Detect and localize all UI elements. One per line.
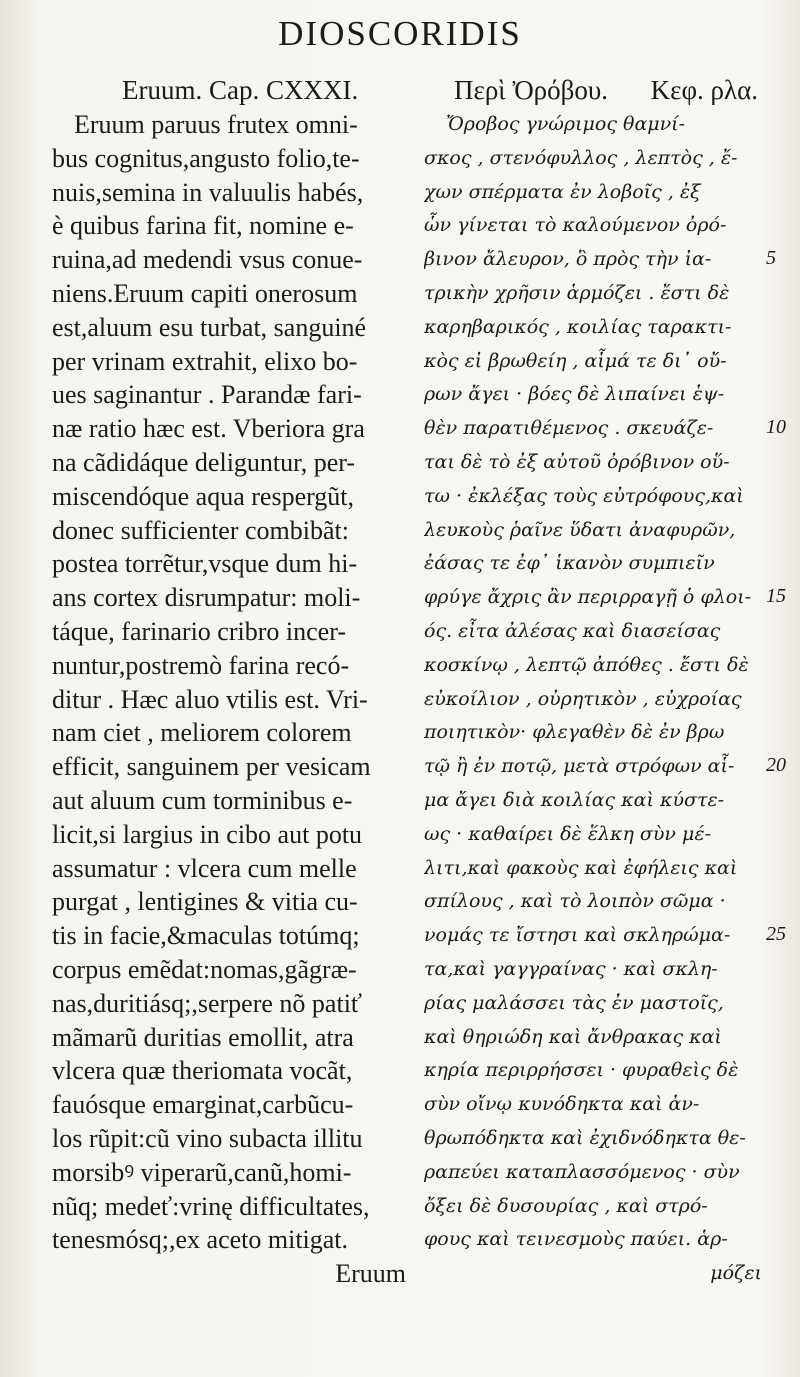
- latin-column: [52, 72, 408, 1291]
- greek-column: [424, 72, 764, 1291]
- greek-text-line: νομάς τε ἴστησι καὶ σκληρώμα-: [424, 924, 731, 947]
- latin-text-line: corpus emẽdat:nomas,gãgræ-: [52, 954, 357, 984]
- latin-text-line: postea torrẽtur,vsque dum hi-: [52, 549, 358, 579]
- greek-text-line: καὶ θηριώδη καὶ ἄνθρακας καὶ: [424, 1025, 722, 1048]
- latin-text-line: niens.Eruum capiti onerosum: [52, 278, 358, 308]
- latin-text-line: na cãdidáque deliguntur, per-: [52, 447, 356, 477]
- latin-text-line: ues saginantur . Parandæ fari-: [52, 380, 362, 410]
- latin-text-line: miscendóque aqua respergũt,: [52, 481, 355, 511]
- latin-text-line: nas,duritiásq;,serpere nõ patiť: [52, 988, 363, 1018]
- margin-line-number: 15: [766, 585, 786, 608]
- greek-text-line: λιτι,καὶ φακοὺς καὶ ἐφήλεις καὶ: [424, 856, 738, 879]
- latin-text-line: mãmarũ duritias emollit, atra: [52, 1022, 354, 1052]
- latin-text-line: nũq; medeť:vrinę difficultates,: [52, 1191, 370, 1221]
- greek-text-line: φρύγε ἄχρις ἂν περιρραγῇ ὁ φλοι-: [424, 586, 752, 609]
- latin-text-line: los rũpit:cũ vino subacta illitu: [52, 1123, 363, 1153]
- latin-text-line: ditur . Hæc aluo vtilis est. Vri-: [52, 684, 368, 714]
- greek-text-line: χων σπέρματα ἐν λοβοῖς , ἐξ: [424, 180, 701, 203]
- greek-text-line: λευκοὺς ῥαῖνε ὕδατι ἀναφυρῶν,: [424, 518, 736, 541]
- greek-text-line: σὺν οἴνῳ κυνόδηκτα καὶ ἀν-: [424, 1093, 700, 1116]
- latin-chapter-title: Eruum. Cap. CXXXI.: [122, 75, 359, 105]
- greek-text-line: καρηβαρικός , κοιλίας ταρακτι-: [424, 315, 732, 338]
- greek-chapter-number: Κεφ. ρλα.: [650, 75, 758, 105]
- latin-text-line: morsibꝰ viperarũ,canũ,homi-: [52, 1157, 352, 1187]
- greek-text-line: μα ἄγει διὰ κοιλίας καὶ κύστε-: [424, 788, 725, 811]
- greek-text-line: σπίλους , καὶ τὸ λοιπὸν σῶμα ·: [424, 890, 726, 913]
- greek-text-line: ται δὲ τὸ ἐξ αὐτοῦ ὀρόβινον οὕ-: [424, 450, 730, 473]
- greek-text-line: φους καὶ τεινεσμοὺς παύει. ἁρ-: [424, 1228, 728, 1251]
- greek-text-line: τα,καὶ γαγγραίνας · καὶ σκλη-: [424, 957, 718, 980]
- margin-line-number: 20: [766, 754, 786, 777]
- latin-text-line: per vrinam extrahit, elixo bo-: [52, 346, 358, 376]
- latin-text-line: vlcera quæ theriomata vocãt,: [52, 1056, 353, 1086]
- greek-text-line: κοσκίνῳ , λεπτῷ ἀπόθες . ἔστι δὲ: [424, 653, 749, 676]
- greek-text-line: εὐκοίλιον , οὐρητικὸν , εὐχροίας: [424, 687, 742, 710]
- greek-text-line: τρικὴν χρῆσιν ἁρμόζει . ἔστι δὲ: [424, 281, 730, 304]
- latin-text-line: assumatur : vlcera cum melle: [52, 853, 357, 883]
- greek-text-line: θρωπόδηκτα καὶ ἐχιδνόδηκτα θε-: [424, 1126, 746, 1149]
- greek-text-line: τῷ ἢ ἐν ποτῷ, μετὰ στρόφων αἷ-: [424, 755, 735, 778]
- latin-text-line: tis in facie,&maculas totúmq;: [52, 921, 360, 951]
- greek-text-line: ραπεύει καταπλασσόμενος · σὺν: [424, 1160, 740, 1183]
- greek-text-line: ός. εἶτα ἀλέσας καὶ διασείσας: [424, 619, 721, 642]
- greek-text-line: ως · καθαίρει δὲ ἕλκη σὺν μέ-: [424, 822, 711, 845]
- latin-text-line: ruina,ad medendi vsus conue-: [52, 245, 363, 275]
- greek-text-line: ρων ἄγει · βόες δὲ λιπαίνει ἑψ-: [424, 383, 725, 406]
- greek-text-line: ἐάσας τε ἐφ᾽ ἱκανὸν συμπιεῖν: [424, 552, 715, 575]
- latin-text-line: nuntur,postremò farina recó-: [52, 650, 350, 680]
- greek-chapter-heading: [424, 72, 764, 108]
- latin-text-line: est,aluum esu turbat, sanguiné: [52, 312, 367, 342]
- greek-chapter-title: Περὶ Ὀρόβου.: [454, 75, 609, 105]
- greek-text-line: θὲν παρατιθέμενος . σκευάζε-: [424, 417, 714, 440]
- latin-text-line: táque, farinario cribro incer-: [52, 616, 346, 646]
- latin-text-line: aut aluum cum torminibus e-: [52, 785, 353, 815]
- latin-text-line: næ ratio hæc est. Vberiora gra: [52, 414, 365, 444]
- greek-text-line: ὧν γίνεται τὸ καλούμενον ὀρό-: [424, 214, 727, 237]
- margin-line-number: 5: [766, 247, 776, 270]
- latin-text-line: purgat , lentigines & vitia cu-: [52, 887, 358, 917]
- margin-line-number: 25: [766, 923, 786, 946]
- greek-text-line: ὄξει δὲ δυσουρίας , καὶ στρό-: [424, 1194, 708, 1217]
- greek-text-line: Ὄροβος γνώριμος θαμνί-: [446, 113, 686, 135]
- greek-text-line: κὸς εἰ βρωθείη , αἷμά τε δι᾽ οὔ-: [424, 349, 727, 372]
- latin-text-line: efficit, sanguinem per vesicam: [52, 752, 371, 782]
- greek-text-line: ρίας μαλάσσει τὰς ἐν μαστοῖς,: [424, 991, 724, 1014]
- catchword: Eruum: [335, 1259, 406, 1289]
- latin-text-line: donec sufficienter combibãt:: [52, 515, 349, 545]
- greek-text-line: τω · ἐκλέξας τοὺς εὐτρόφους,καὶ: [424, 484, 744, 507]
- margin-line-number: 10: [766, 416, 786, 439]
- running-head: DIOSCORIDIS: [278, 14, 522, 53]
- latin-text-line: licit,si largius in cibo aut potu: [52, 819, 363, 849]
- latin-text-line: ans cortex disrumpatur: moli-: [52, 583, 361, 613]
- latin-text-line: fauósque emarginat,carbũcu-: [52, 1090, 354, 1120]
- greek-text-line: ποιητικὸν· φλεγαθὲν δὲ ἐν βρω: [424, 721, 725, 744]
- latin-text-line: nuis,semina in valuulis habés,: [52, 177, 364, 207]
- greek-text-line: κηρία περιρρήσσει · φυραθεὶς δὲ: [424, 1059, 739, 1082]
- latin-text-line: nam ciet , meliorem colorem: [52, 718, 352, 748]
- latin-text-line: Eruum paruus frutex omni-: [74, 110, 358, 139]
- greek-text-line: σκος , στενόφυλλος , λεπτὸς , ἔ-: [424, 146, 738, 169]
- greek-text-line: μόζει: [710, 1262, 762, 1285]
- latin-text-line: bus cognitus,angusto folio,te-: [52, 143, 360, 173]
- latin-text-line: è quibus farina fit, nomine e-: [52, 211, 354, 241]
- greek-text-line: βινον ἄλευρον, ὃ πρὸς τὴν ἰα-: [424, 248, 712, 271]
- latin-text-line: tenesmósq;,ex aceto mitigat.: [52, 1225, 349, 1255]
